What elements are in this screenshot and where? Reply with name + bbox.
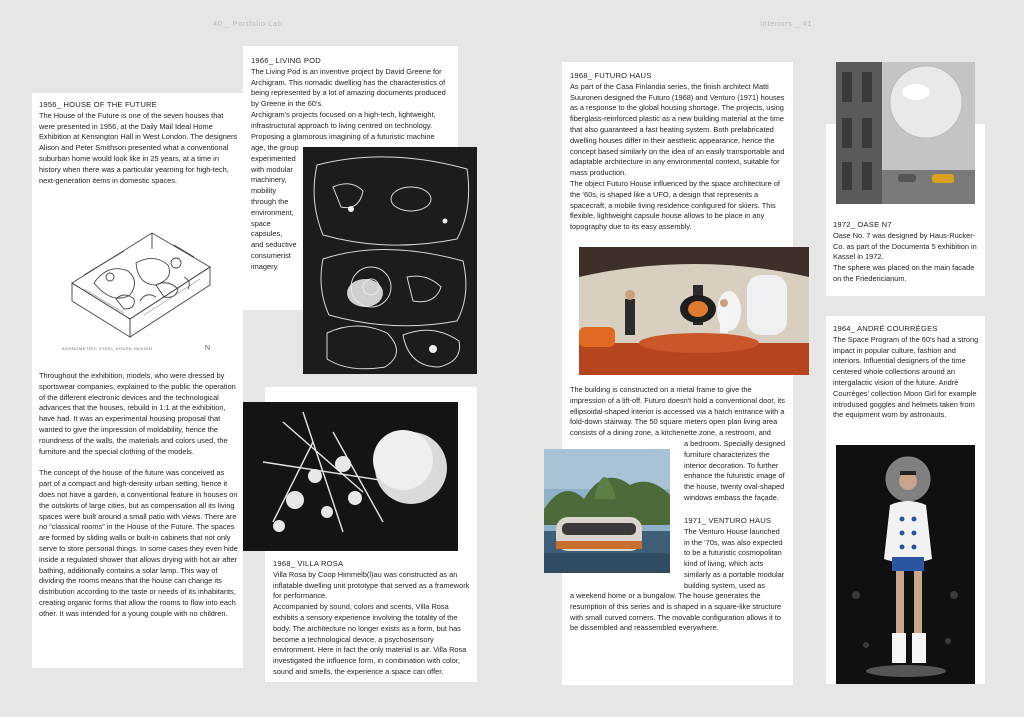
villa-rosa-title: 1968_ VILLA ROSA — [273, 559, 344, 568]
text-line: building system, used as — [684, 580, 765, 590]
oase-title: 1972_ OASE N7 — [833, 220, 892, 229]
venturo-haus-text-2 — [570, 591, 788, 634]
house-of-future-paragraph-2: Throughout the exhibition, models, who were dressed by sportswear companies, explained to the public the operation of the different electronic devices and the technological advances that the houses, rebuild in 1:1 at the exhibition, have had. It was an experimental housing proposal that wanted to give the impression of moldability, hence the roundness of the walls, the materials and colors used, the furniture and the special clothing of the models. — [39, 371, 236, 456]
venturo-house-image — [544, 449, 670, 573]
text-line: similarly as a portable modular — [684, 569, 785, 579]
oase-paragraph-2: The sphere was placed on the main facade on the Friedericianum. — [833, 263, 975, 283]
running-head-left: 40 _ Portfolio Lab — [213, 19, 283, 28]
futuro-haus-text-2 — [570, 385, 788, 439]
text-line: and seductive — [251, 240, 297, 250]
north-arrow-icon: N — [205, 345, 211, 352]
house-of-future-paragraph-3: The concept of the house of the future was conceived as part of a compact and high-density urban setting, hence it does not have a garden, a conventional feature in houses on the outskirts of large cities, but as compensation all its living spaces were built around a small patio with views. There are no “classical rooms” in the House of the Future. The spaces are formed by sliding walls or built-in cabinets that not only serve to store personal things. In some cases they even hide inside a regulated shower that allows drying with hot air after bathing, additionally contains a solar lamp. This way of dividing the rooms means that the house can change its distribution according to the taste or needs of its inhabitants, creating organic forms that allow the rooms to flow into each other. It was intended for a young couple with no children. — [39, 468, 238, 618]
text-line: the house, twenty oval-shaped — [684, 482, 785, 492]
villa-rosa-image — [243, 402, 458, 551]
oase-text — [833, 220, 981, 285]
venturo-haus-title: 1971_ VENTURO HAUS — [684, 516, 772, 525]
house-of-future-paragraph-1: The House of the Future is one of the seven houses that were presented in 1956, at the Daily Mail Ideal Home Exhibition at Kensington Hall in West London. The designers Alison and Peter Smithson presented what a conventional suburban home would look like in 25 years, at a time in history when there was a particular yearning for high-tech, next-generation items in domestic spaces. — [39, 110, 238, 185]
futuro-haus-paragraph-2: The object Futuro House influenced by the space architecture of the ‘60s, is shaped like a UFO, a design that represents a spacecraft, a mobile living residence configured for skiers. This flexible, lightweight capsule house allows to be place in any topography due to its easy assembly. — [570, 178, 780, 232]
text-line: to be a futuristic cosmopolitan — [684, 548, 782, 558]
text-line: environment, — [251, 207, 294, 217]
drawing-caption: AXONOMETRIC STEEL HOUSE DESIGN — [62, 346, 153, 351]
futuro-haus-paragraph-1: As part of the Casa Finlandia series, the finish architect Matti Suuronen designed the Futuro (1968) and Venturo (1971) houses as a response to the global housing shortage. The projects, using fiberglass-reinforced plastic as a new building material at the time that also guaranteed a fast heating system. Both prefabricated dwelling houses differ in their aesthetic appearance, hence the concept based similarly on the idea of an easily transportable and adaptable architecture in any environmental context, suitable for mass production. — [570, 81, 785, 178]
text-line: imagery. — [251, 261, 279, 271]
house-of-future-text — [39, 100, 239, 186]
text-line: kind of living, which acts — [684, 559, 764, 569]
futuro-haus-narrow-text — [684, 439, 790, 504]
text-line: consumerist — [251, 250, 291, 260]
text-line: interior decoration. To further — [684, 460, 779, 470]
house-of-future-text-2 — [39, 371, 239, 620]
text-line: with modular — [251, 164, 293, 174]
text-line: enhance the futuristic image of — [684, 471, 785, 481]
living-pod-text — [251, 56, 452, 142]
futuro-haus-paragraph-3: The building is constructed on a metal frame to give the impression of a lift-off. Futuro doesn't hold a conventional door, its ellipsoidal-shaped interior is accessed via a hatch entrance with a fold-down stairway. The 50 square meters open plan living area consists of a dining zone, a kitchenette zone, a restroom, and — [570, 385, 785, 438]
text-line: through the — [251, 196, 289, 206]
text-line: a bedroom. Specially designed — [684, 439, 786, 448]
living-pod-paragraph-1: The Living Pod is an inventive project by David Greene for Archigram. This nomadic dwelling has the characteristics of being represented by a lot of amazing documents produced by Greene in the 60's. — [251, 66, 446, 109]
living-pod-paragraph-2: Archigram's projects focused on a high-tech, lightweight, infrastructural approach to living centred on technology. Proposing a glamorous imagining of a futuristic machine — [251, 109, 436, 141]
text-line: windows embass the façade. — [684, 492, 779, 502]
venturo-haus-text — [684, 516, 792, 592]
living-pod-title: 1966_ LIVING POD — [251, 56, 321, 65]
text-line: furniture characterizes the — [684, 449, 770, 459]
oase-photo — [836, 62, 975, 204]
courreges-title: 1964_ ANDRÉ COURRÈGES — [833, 324, 938, 333]
living-pod-narrow-text — [251, 143, 303, 273]
courreges-text — [833, 324, 981, 421]
courreges-paragraph-1: The Space Program of the 60's had a strong impact in popular culture, fashion and interiors. Influential designers of the time centered whole collections around an intergalactic vision of the future. André Courrèges' collection Moon Girl for example introdused goggles and helmets taken from the equipment worn by astronauts. — [833, 334, 979, 420]
villa-rosa-paragraph-1: Villa Rosa by Coop Himmelb(l)au was constructed as an inflatable dwelling unit prototype that served as a framework for performance. — [273, 569, 470, 601]
text-line: age, the group — [251, 143, 299, 152]
house-of-future-title: 1956_ HOUSE OF THE FUTURE — [39, 100, 157, 109]
villa-rosa-paragraph-2: Accompanied by sound, colors and scents, Villa Rosa exhibits a sensory experience involving the totality of the body. The architecture no longer exists as a form, but has become a technological device, a psychosensory environment. Here in fact the only material is air. Villa Rosa investigated the influence form, in combination with color, sound and smells, the experience a space can offer. — [273, 602, 467, 676]
house-of-future-axonometric-drawing — [54, 205, 226, 365]
futuro-haus-interior-image — [579, 247, 809, 375]
futuro-haus-title: 1968_ FUTURO HAUS — [570, 71, 652, 80]
living-pod-drawing-image — [303, 147, 477, 374]
courreges-photo — [836, 445, 975, 684]
running-head-right: Interiors _ 41 — [760, 19, 813, 28]
text-line: machinery, — [251, 175, 287, 185]
text-line: in the ‘70s, was also expected — [684, 537, 783, 547]
futuro-haus-text — [570, 71, 788, 233]
text-line: mobility — [251, 186, 277, 196]
text-line: The Venturo House launched — [684, 526, 780, 536]
venturo-haus-paragraph-end: a weekend home or a bungalow. The house generates the resumption of this series and is shaped in a square-like structure with small curved corners. The movable configuration allows it to be dissembled and reassembled everywhere. — [570, 591, 782, 633]
villa-rosa-text — [273, 559, 473, 678]
oase-paragraph-1: Oase No. 7 was designed by Haus-Rucker-Co. as part of the Documenta 5 exhibition in Kassel in 1972. — [833, 230, 977, 262]
text-line: experimented — [251, 153, 296, 163]
text-line: space capsules, — [251, 218, 283, 239]
